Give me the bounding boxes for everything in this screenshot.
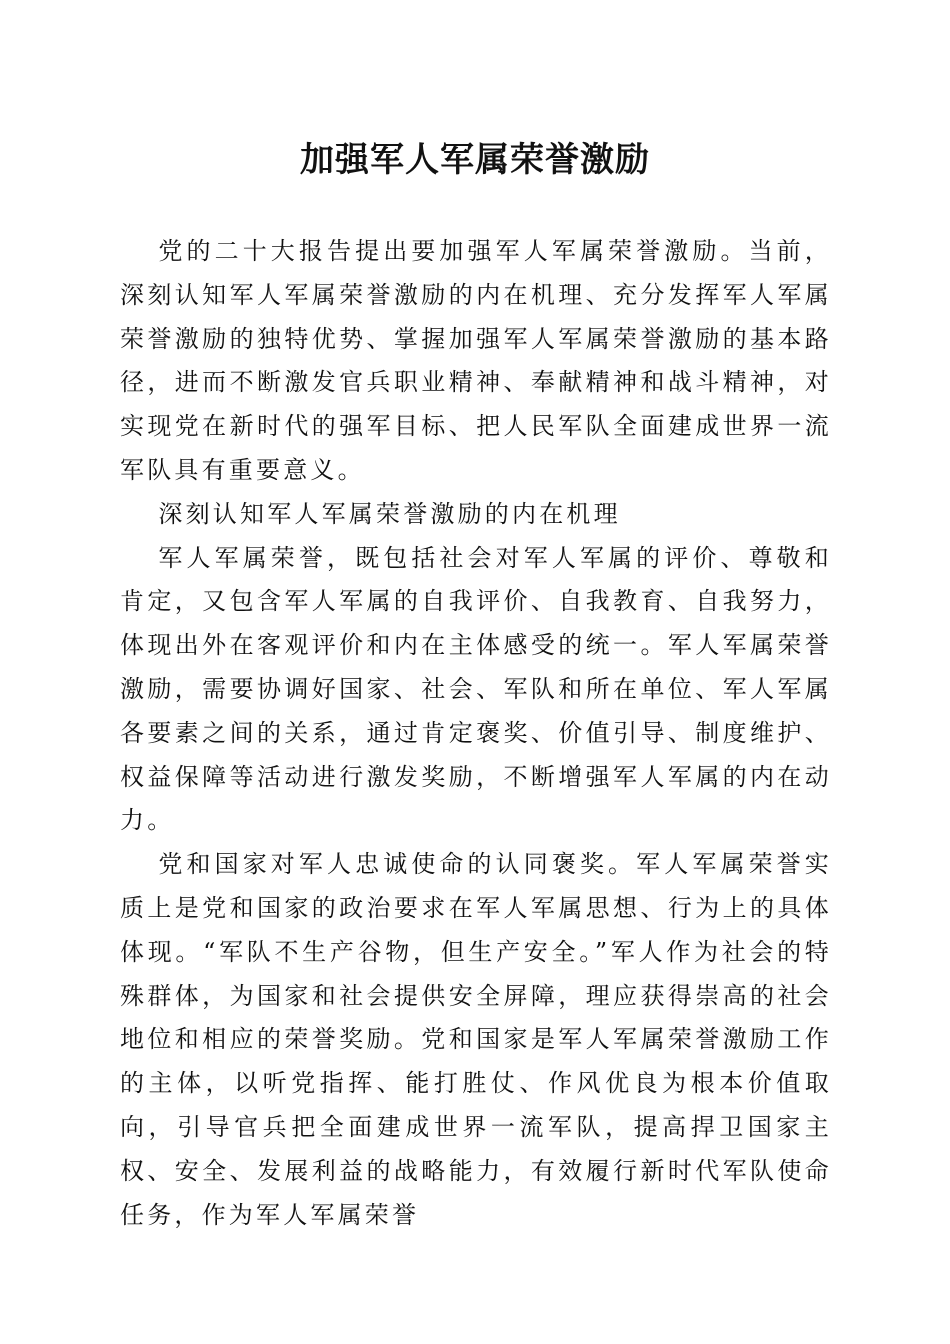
intro-paragraph: 党的二十大报告提出要加强军人军属荣誉激励。当前，深刻认知军人军属荣誉激励的内在机理、充分发挥军人军属荣誉激励的独特优势、掌握加强军人军属荣誉激励的基本路径，进而不断激发官兵职业精神、奉献精神和战斗精神，对实现党在新时代的强军目标、把人民军队全面建成世界一流军队具有重要意义。 <box>120 237 832 484</box>
document-title: 加强军人军属荣誉激励 <box>300 140 650 180</box>
body-paragraph: 党和国家对军人忠诚使命的认同褒奖。军人军属荣誉实质上是党和国家的政治要求在军人军属思想、行为上的具体体现。“军队不生产谷物，但生产安全。”军人作为社会的特殊群体，为国家和社会提供安全屏障，理应获得崇高的社会地位和相应的荣誉奖励。党和国家是军人军属荣誉激励工作的主体，以听党指挥、能打胜仗、作风优良为根本价值取向，引导官兵把全面建成世界一流军队，提高捍卫国家主权、安全、发展利益的战略能力，有效履行新时代军队使命任务，作为军人军属荣誉 <box>120 850 832 1229</box>
document-body <box>120 230 832 1237</box>
body-paragraph: 军人军属荣誉，既包括社会对军人军属的评价、尊敬和肯定，又包含军人军属的自我评价、自我教育、自我努力，体现出外在客观评价和内在主体感受的统一。军人军属荣誉激励，需要协调好国家、社会、军队和所在单位、军人军属各要素之间的关系，通过肯定褒奖、价值引导、制度维护、权益保障等活动进行激发奖励，不断增强军人军属的内在动力。 <box>120 543 832 835</box>
section-heading: 深刻认知军人军属荣誉激励的内在机理 <box>158 499 621 528</box>
